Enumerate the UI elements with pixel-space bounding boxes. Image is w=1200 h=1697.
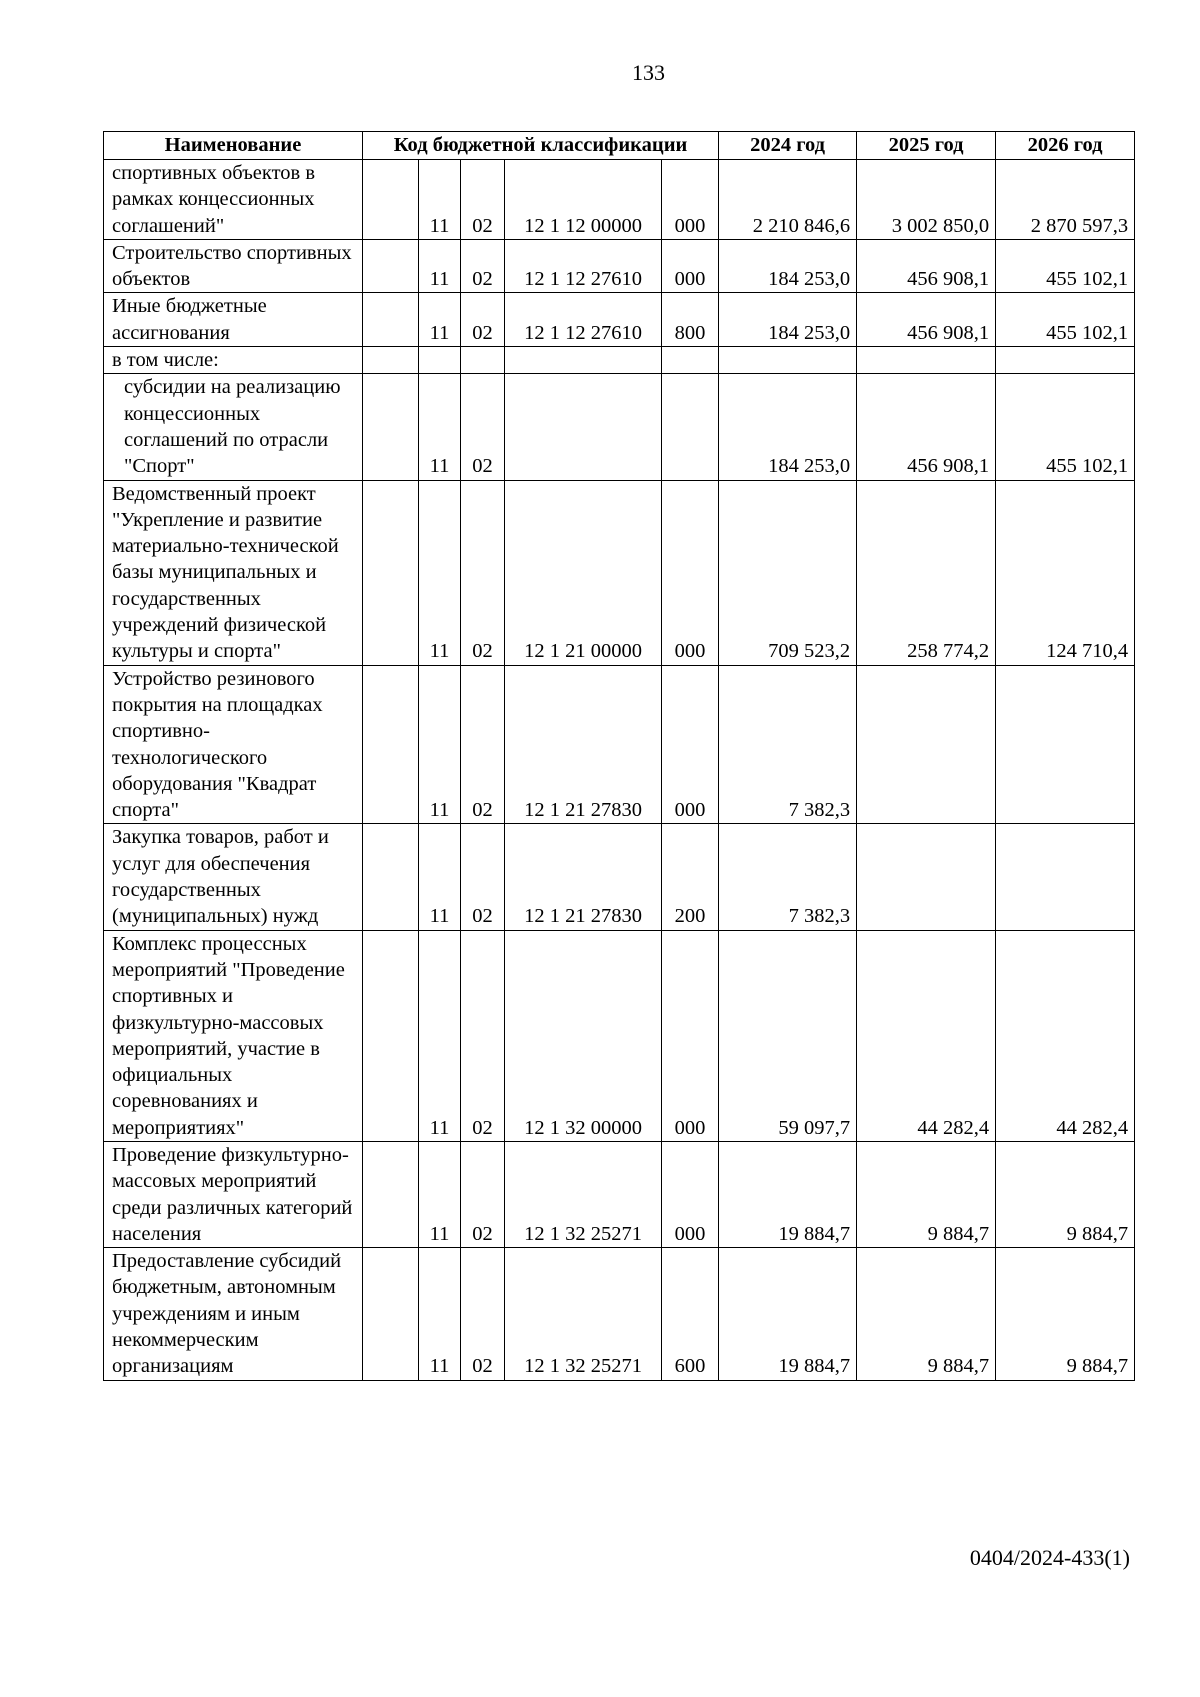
page-number: 133 <box>632 60 665 85</box>
row-target-article: 12 1 21 27830 <box>505 824 662 930</box>
row-subsection: 02 <box>461 239 505 293</box>
budget-table <box>103 131 1135 1381</box>
row-2025: 44 282,4 <box>857 930 996 1141</box>
row-target-article: 12 1 12 27610 <box>505 293 662 347</box>
row-name: Комплекс процессных мероприятий "Проведение спортивных и физкультурно-массовых мероприятий, участие в официальных соревнованиях и мероприятиях" <box>104 930 363 1141</box>
row-2024: 184 253,0 <box>719 239 857 293</box>
row-2026 <box>996 347 1135 374</box>
row-2026: 455 102,1 <box>996 374 1135 480</box>
row-2026: 2 870 597,3 <box>996 160 1135 240</box>
row-2025: 258 774,2 <box>857 480 996 665</box>
row-expense-type <box>662 347 719 374</box>
row-expense-type: 000 <box>662 239 719 293</box>
row-code-empty <box>363 239 419 293</box>
table-row <box>104 665 1135 824</box>
row-2026: 9 884,7 <box>996 1141 1135 1247</box>
row-name: Иные бюджетные ассигнования <box>104 293 363 347</box>
row-section: 11 <box>419 480 461 665</box>
row-section: 11 <box>419 160 461 240</box>
row-code-empty <box>363 1248 419 1380</box>
row-target-article <box>505 347 662 374</box>
row-code-empty <box>363 480 419 665</box>
row-2026: 455 102,1 <box>996 293 1135 347</box>
row-target-article: 12 1 21 00000 <box>505 480 662 665</box>
row-name: Предоставление субсидий бюджетным, автономным учреждениям и иным некоммерческим организациям <box>104 1248 363 1380</box>
row-section: 11 <box>419 665 461 824</box>
row-2025: 456 908,1 <box>857 374 996 480</box>
row-section: 11 <box>419 293 461 347</box>
row-2024: 19 884,7 <box>719 1248 857 1380</box>
row-name: в том числе: <box>104 347 363 374</box>
row-code-empty <box>363 824 419 930</box>
row-name: Строительство спортивных объектов <box>104 239 363 293</box>
table-row <box>104 239 1135 293</box>
row-subsection: 02 <box>461 665 505 824</box>
row-2025: 9 884,7 <box>857 1248 996 1380</box>
row-code-empty <box>363 1141 419 1247</box>
row-name: спортивных объектов в рамках концессионных соглашений" <box>104 160 363 240</box>
table-row <box>104 480 1135 665</box>
row-expense-type: 000 <box>662 930 719 1141</box>
row-2024: 7 382,3 <box>719 665 857 824</box>
table-row <box>104 347 1135 374</box>
row-2024: 184 253,0 <box>719 293 857 347</box>
row-section: 11 <box>419 1141 461 1247</box>
row-target-article: 12 1 32 00000 <box>505 930 662 1141</box>
row-expense-type: 200 <box>662 824 719 930</box>
row-2024: 2 210 846,6 <box>719 160 857 240</box>
row-2026: 44 282,4 <box>996 930 1135 1141</box>
row-target-article: 12 1 21 27830 <box>505 665 662 824</box>
table-row <box>104 1248 1135 1380</box>
row-expense-type: 000 <box>662 665 719 824</box>
header-code: Код бюджетной классификации <box>363 132 719 160</box>
table-row <box>104 160 1135 240</box>
row-2024: 7 382,3 <box>719 824 857 930</box>
row-subsection: 02 <box>461 374 505 480</box>
row-2026: 455 102,1 <box>996 239 1135 293</box>
header-2026: 2026 год <box>996 132 1135 160</box>
row-subsection: 02 <box>461 824 505 930</box>
row-2024: 709 523,2 <box>719 480 857 665</box>
document-code: 0404/2024-433(1) <box>969 1545 1130 1570</box>
row-code-empty <box>363 930 419 1141</box>
row-section: 11 <box>419 824 461 930</box>
row-name: Ведомственный проект "Укрепление и развитие материально-технической базы муниципальных и государственных учреждений физической культуры и спорта" <box>104 480 363 665</box>
row-expense-type: 800 <box>662 293 719 347</box>
row-2026: 9 884,7 <box>996 1248 1135 1380</box>
row-code-empty <box>363 347 419 374</box>
row-code-empty <box>363 665 419 824</box>
row-subsection: 02 <box>461 293 505 347</box>
row-2025 <box>857 665 996 824</box>
header-2024: 2024 год <box>719 132 857 160</box>
row-expense-type <box>662 374 719 480</box>
row-2024 <box>719 347 857 374</box>
row-target-article: 12 1 12 27610 <box>505 239 662 293</box>
table-row <box>104 293 1135 347</box>
row-2025 <box>857 347 996 374</box>
row-target-article: 12 1 12 00000 <box>505 160 662 240</box>
row-2024: 19 884,7 <box>719 1141 857 1247</box>
header-row <box>104 132 1135 160</box>
row-2025 <box>857 824 996 930</box>
row-expense-type: 000 <box>662 480 719 665</box>
table-row <box>104 824 1135 930</box>
row-target-article <box>505 374 662 480</box>
row-2026 <box>996 665 1135 824</box>
header-name: Наименование <box>104 132 363 160</box>
row-code-empty <box>363 293 419 347</box>
row-section: 11 <box>419 1248 461 1380</box>
row-2026 <box>996 824 1135 930</box>
row-2026: 124 710,4 <box>996 480 1135 665</box>
row-2025: 456 908,1 <box>857 239 996 293</box>
header-2025: 2025 год <box>857 132 996 160</box>
row-section: 11 <box>419 374 461 480</box>
row-subsection: 02 <box>461 1248 505 1380</box>
row-name: Проведение физкультурно-массовых мероприятий среди различных категорий населения <box>104 1141 363 1247</box>
row-expense-type: 600 <box>662 1248 719 1380</box>
row-2024: 59 097,7 <box>719 930 857 1141</box>
row-name: субсидии на реализацию концессионных соглашений по отрасли "Спорт" <box>104 374 363 480</box>
row-section: 11 <box>419 239 461 293</box>
row-code-empty <box>363 160 419 240</box>
row-section <box>419 347 461 374</box>
table-row <box>104 374 1135 480</box>
row-subsection: 02 <box>461 1141 505 1247</box>
row-section: 11 <box>419 930 461 1141</box>
row-subsection: 02 <box>461 160 505 240</box>
row-subsection: 02 <box>461 930 505 1141</box>
row-2025: 9 884,7 <box>857 1141 996 1247</box>
row-code-empty <box>363 374 419 480</box>
row-target-article: 12 1 32 25271 <box>505 1248 662 1380</box>
row-2025: 3 002 850,0 <box>857 160 996 240</box>
row-2025: 456 908,1 <box>857 293 996 347</box>
row-name: Закупка товаров, работ и услуг для обеспечения государственных (муниципальных) нужд <box>104 824 363 930</box>
row-2024: 184 253,0 <box>719 374 857 480</box>
table-row <box>104 1141 1135 1247</box>
row-subsection <box>461 347 505 374</box>
row-subsection: 02 <box>461 480 505 665</box>
row-expense-type: 000 <box>662 160 719 240</box>
table-row <box>104 930 1135 1141</box>
row-target-article: 12 1 32 25271 <box>505 1141 662 1247</box>
row-name: Устройство резинового покрытия на площадках спортивно-технологического оборудования "Квадрат спорта" <box>104 665 363 824</box>
row-expense-type: 000 <box>662 1141 719 1247</box>
